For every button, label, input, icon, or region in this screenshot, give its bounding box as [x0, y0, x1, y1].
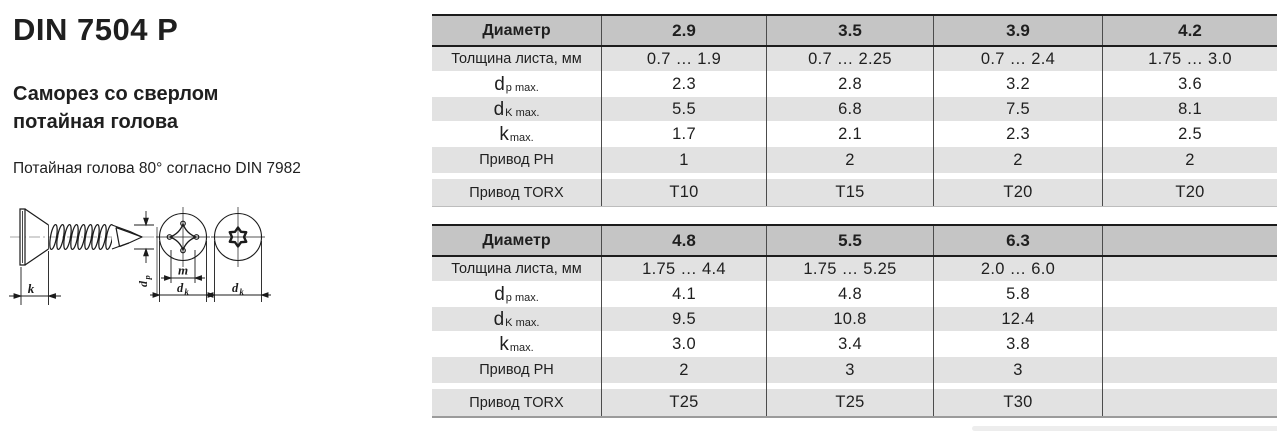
spec-value: 12.4 — [933, 307, 1102, 331]
subtitle-line-2: потайная голова — [13, 111, 179, 133]
spec-value: 10.8 — [766, 307, 933, 331]
spec-value — [1102, 307, 1277, 331]
spec-value — [1102, 281, 1277, 307]
spec-value: 7.5 — [933, 97, 1102, 121]
dimension-symbol: k — [499, 333, 509, 355]
table-row — [432, 71, 1277, 97]
table-row — [432, 281, 1277, 307]
spec-value: 0.7 … 2.25 — [766, 47, 933, 71]
spec-value: 5.5 — [601, 97, 766, 121]
torx-recess-view — [205, 207, 271, 302]
spec-value: 3.0 — [601, 331, 766, 357]
spec-value: 2.5 — [1102, 121, 1277, 147]
spec-value: 1.75 … 4.4 — [601, 257, 766, 281]
spec-value: 1 — [601, 147, 766, 173]
spec-value: 2 — [933, 147, 1102, 173]
spec-value: 6.8 — [766, 97, 933, 121]
spec-value: 2 — [601, 357, 766, 383]
diameter-column-header: 4.8 — [601, 226, 766, 255]
table-row — [432, 307, 1277, 331]
diameter-column-header: 3.9 — [933, 16, 1102, 45]
row-label — [432, 71, 601, 97]
dk-dim-label-ph: d — [177, 281, 184, 295]
spec-value — [1102, 331, 1277, 357]
spec-value: 3.4 — [766, 331, 933, 357]
row-label: Привод TORX — [469, 184, 564, 201]
spec-value: T25 — [766, 389, 933, 416]
dimension-symbol: d — [494, 73, 505, 95]
spec-value: T20 — [933, 179, 1102, 206]
diameter-column-header: 3.5 — [766, 16, 933, 45]
spec-value — [1102, 357, 1277, 383]
table-row — [432, 179, 1277, 206]
dimension-symbol: d — [494, 283, 505, 305]
subtitle-line-1: Саморез со сверлом — [13, 83, 219, 105]
spec-table-1 — [432, 14, 1277, 207]
table-row — [432, 257, 1277, 281]
spec-value: 1.75 … 3.0 — [1102, 47, 1277, 71]
diameter-column-header: 4.2 — [1102, 16, 1277, 45]
row-label: Привод PH — [479, 362, 554, 378]
spec-value: T15 — [766, 179, 933, 206]
table-row — [432, 97, 1277, 121]
spec-value: T20 — [1102, 179, 1277, 206]
dp-dim-label: d — [136, 281, 150, 287]
dimension-symbol: d — [493, 98, 505, 120]
diameter-column-header — [1102, 226, 1277, 255]
row-label — [432, 281, 601, 307]
page-title: DIN 7504 P — [13, 12, 179, 47]
spec-value: 2 — [1102, 147, 1277, 173]
spec-value: T25 — [601, 389, 766, 416]
spec-value: 2.1 — [766, 121, 933, 147]
table-row — [432, 121, 1277, 147]
dimension-subscript: K max. — [505, 316, 540, 329]
spec-value: 4.8 — [766, 281, 933, 307]
spec-value — [1102, 389, 1277, 416]
dk-dim-label-torx: d — [232, 281, 239, 295]
table-row — [432, 331, 1277, 357]
dk-dim-sub-torx: k — [239, 286, 244, 297]
spec-value: 0.7 … 2.4 — [933, 47, 1102, 71]
spec-table-2 — [432, 224, 1277, 418]
spec-value: 9.5 — [601, 307, 766, 331]
row-label: Привод PH — [479, 152, 554, 168]
diameter-column-header: 2.9 — [601, 16, 766, 45]
diameter-header-label: Диаметр — [482, 21, 551, 39]
spec-value: 4.1 — [601, 281, 766, 307]
table-row — [432, 47, 1277, 71]
dimension-subscript: max. — [509, 131, 534, 144]
spec-value: 2.3 — [601, 71, 766, 97]
spec-value: T10 — [601, 179, 766, 206]
dimension-subscript: p max. — [505, 81, 539, 94]
spec-value: 3 — [766, 357, 933, 383]
spec-value: 3.2 — [933, 71, 1102, 97]
dk-dim-sub-ph: k — [184, 286, 189, 297]
spec-value: T30 — [933, 389, 1102, 416]
dimension-symbol: k — [499, 123, 509, 145]
screw-technical-drawing — [6, 203, 274, 317]
diameter-column-header: 6.3 — [933, 226, 1102, 255]
table-row — [432, 357, 1277, 383]
spec-tables-panel — [432, 0, 1277, 437]
dimension-subscript: max. — [509, 341, 534, 354]
table-row — [432, 389, 1277, 416]
spec-value — [1102, 257, 1277, 281]
standard-note: Потайная голова 80° согласно DIN 7982 — [13, 160, 301, 177]
spec-value: 3.6 — [1102, 71, 1277, 97]
spec-value: 8.1 — [1102, 97, 1277, 121]
spec-value: 1.75 … 5.25 — [766, 257, 933, 281]
diameter-column-header: 5.5 — [766, 226, 933, 255]
spec-value: 3.8 — [933, 331, 1102, 357]
product-subtitle — [13, 80, 218, 136]
spec-value: 2.0 … 6.0 — [933, 257, 1102, 281]
spec-value: 2.3 — [933, 121, 1102, 147]
spec-value: 3 — [933, 357, 1102, 383]
diameter-header-label: Диаметр — [482, 231, 551, 249]
row-label — [432, 97, 601, 121]
spec-value: 2.8 — [766, 71, 933, 97]
k-dimension — [9, 251, 61, 305]
drill-point — [112, 225, 142, 249]
dimension-subscript: p max. — [505, 291, 539, 304]
k-dim-label: k — [27, 281, 35, 296]
dp-dim-sub: p — [142, 275, 152, 280]
row-label — [432, 331, 601, 357]
scan-artifact — [972, 426, 1277, 431]
table-header-row — [432, 16, 1277, 47]
dimension-symbol: d — [493, 308, 505, 330]
row-label — [432, 307, 601, 331]
side-view — [9, 209, 159, 305]
spec-value: 1.7 — [601, 121, 766, 147]
spec-value: 2 — [766, 147, 933, 173]
row-label: Привод TORX — [469, 394, 564, 411]
m-dim-label: m — [177, 262, 189, 278]
spec-value: 0.7 … 1.9 — [601, 47, 766, 71]
row-label — [432, 121, 601, 147]
row-label: Толщина листа, мм — [451, 51, 582, 67]
dimension-subscript: K max. — [505, 106, 540, 119]
left-info-panel — [0, 0, 432, 437]
row-label: Толщина листа, мм — [451, 261, 582, 277]
table-row — [432, 147, 1277, 173]
spec-value: 5.8 — [933, 281, 1102, 307]
phillips-recess-view — [150, 207, 216, 302]
table-header-row — [432, 226, 1277, 257]
